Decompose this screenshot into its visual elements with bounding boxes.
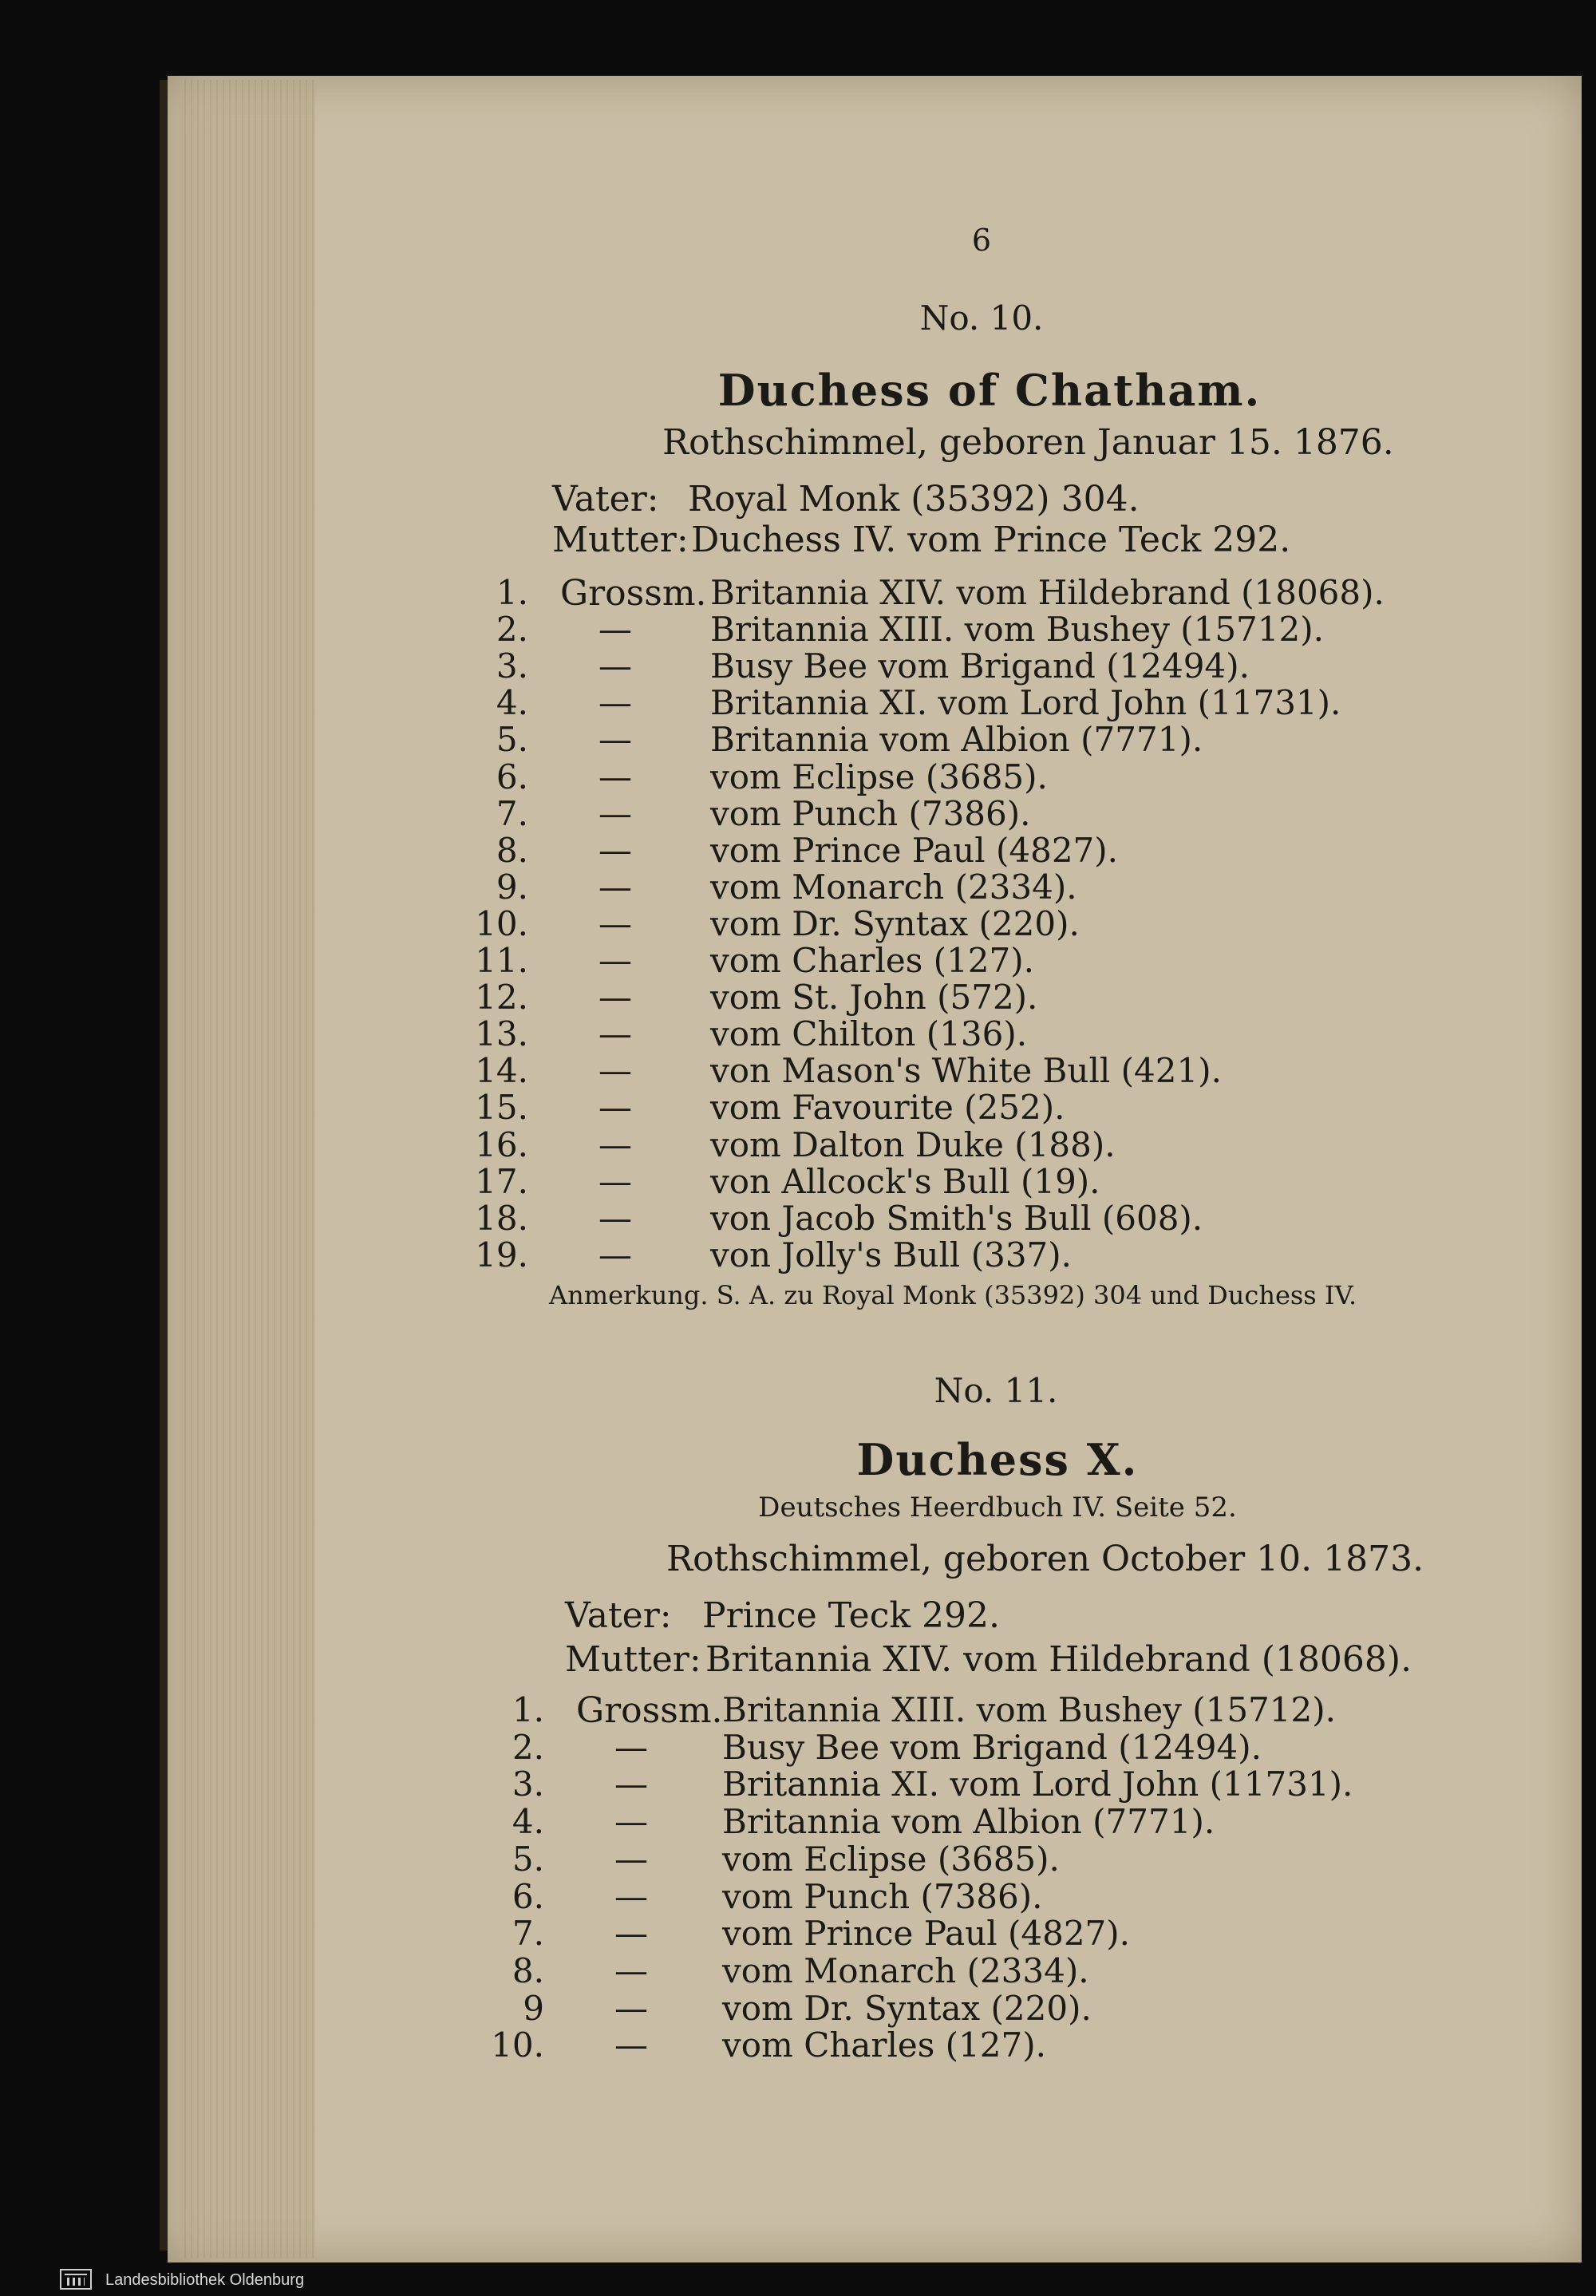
ancestor-row <box>0 1839 1596 1879</box>
ancestor-number: 16. <box>475 1124 528 1164</box>
ancestor-row <box>0 1988 1596 2029</box>
ancestor-row <box>0 1876 1596 1917</box>
ancestor-dash: — <box>598 1088 632 1128</box>
ancestor-number: 9 <box>523 1988 544 2028</box>
entry-11-breed-line: Rothschimmel, geboren October 10. 1873. <box>666 1539 1424 1579</box>
ancestor-row <box>0 1051 1596 1091</box>
entry-11-subtitle: Deutsches Heerdbuch IV. Seite 52. <box>758 1492 1237 1523</box>
ancestor-row <box>0 941 1596 981</box>
ancestor-number: 9. <box>496 867 528 907</box>
ancestor-row <box>0 1950 1596 1991</box>
entry-10-mutter-label: Mutter: <box>552 520 689 560</box>
ancestor-name: Busy Bee vom Brigand (12494). <box>722 1727 1262 1767</box>
ancestor-name: vom Charles (127). <box>722 2025 1046 2065</box>
ancestor-dash: — <box>614 1764 648 1804</box>
ancestor-dash: — <box>614 1727 648 1767</box>
page-number: 6 <box>971 223 992 258</box>
ancestor-row <box>0 1124 1596 1165</box>
entry-11-vater-label: Vater: <box>565 1595 672 1636</box>
ancestor-name: vom Favourite (252). <box>710 1088 1065 1128</box>
ancestor-number: 1. <box>496 573 528 612</box>
ancestor-name: vom Prince Paul (4827). <box>710 830 1118 870</box>
ancestor-row <box>0 573 1596 614</box>
ancestor-dash: — <box>614 1802 648 1842</box>
ancestor-dash: — <box>598 646 632 686</box>
ancestor-number: 5. <box>512 1839 544 1879</box>
ancestor-number: 14. <box>475 1051 528 1091</box>
ancestor-row <box>0 793 1596 834</box>
ancestor-row <box>0 1014 1596 1054</box>
ancestor-number: 8. <box>512 1950 544 1990</box>
entry-10-note: Anmerkung. S. A. zu Royal Monk (35392) 304 und Duchess IV. <box>549 1280 1357 1310</box>
ancestor-row <box>0 903 1596 944</box>
ancestor-name: Britannia XIII. vom Bushey (15712). <box>722 1690 1336 1729</box>
ancestor-name: vom Dr. Syntax (220). <box>722 1988 1092 2028</box>
ancestor-name: von Allcock's Bull (19). <box>710 1161 1100 1201</box>
ancestor-name: vom Charles (127). <box>710 941 1034 980</box>
ancestor-name: vom Monarch (2334). <box>710 867 1077 907</box>
ancestor-number: 4. <box>496 683 528 723</box>
entry-10-title: Duchess of Chatham. <box>717 365 1262 416</box>
ancestor-number: 6. <box>496 757 528 796</box>
ancestor-dash: — <box>614 1988 648 2028</box>
ancestor-row <box>0 1802 1596 1842</box>
ancestor-number: 11. <box>475 941 528 980</box>
ancestor-name: Britannia XIII. vom Bushey (15712). <box>710 610 1324 650</box>
ancestor-dash: — <box>598 610 632 650</box>
ancestor-name: vom St. John (572). <box>710 978 1038 1018</box>
ancestor-dash: — <box>614 1914 648 1954</box>
ancestor-number: 10. <box>475 903 528 943</box>
ancestor-name: vom Dalton Duke (188). <box>710 1124 1116 1164</box>
ancestor-number: 12. <box>475 978 528 1018</box>
ancestor-name: Britannia XIV. vom Hildebrand (18068). <box>710 573 1385 612</box>
ancestor-number: 4. <box>512 1802 544 1842</box>
ancestor-row <box>0 1690 1596 1731</box>
ancestor-row <box>0 2025 1596 2065</box>
ancestor-name: vom Eclipse (3685). <box>710 757 1048 796</box>
ancestor-row <box>0 978 1596 1018</box>
ancestor-row <box>0 610 1596 650</box>
ancestor-name: von Mason's White Bull (421). <box>710 1051 1222 1091</box>
ancestor-name: Britannia vom Albion (7771). <box>722 1802 1215 1842</box>
ancestor-number: 13. <box>475 1014 528 1054</box>
ancestor-dash: — <box>614 1876 648 1916</box>
library-footer <box>0 2262 1596 2296</box>
ancestor-number: 7. <box>512 1914 544 1954</box>
ancestor-number: 19. <box>475 1235 528 1274</box>
ancestor-number: 5. <box>496 720 528 760</box>
ancestor-name: vom Eclipse (3685). <box>722 1839 1060 1879</box>
ancestor-name: Britannia XI. vom Lord John (11731). <box>710 683 1341 723</box>
entry-10-vater: Royal Monk (35392) 304. <box>688 479 1140 520</box>
ancestor-name: vom Monarch (2334). <box>722 1950 1089 1990</box>
ancestor-number: 15. <box>475 1088 528 1128</box>
ancestor-number: 6. <box>512 1876 544 1916</box>
entry-10-breed-line: Rothschimmel, geboren Januar 15. 1876. <box>662 422 1394 463</box>
ancestor-number: 18. <box>475 1198 528 1238</box>
ancestor-row <box>0 1764 1596 1804</box>
ancestor-dash: — <box>598 1014 632 1054</box>
ancestor-name: vom Chilton (136). <box>710 1014 1028 1054</box>
entry-10-number: No. 10. <box>919 298 1044 338</box>
entry-10-vater-label: Vater: <box>552 479 659 520</box>
ancestor-number: 7. <box>496 793 528 833</box>
ancestor-dash: — <box>598 903 632 943</box>
ancestor-name: vom Dr. Syntax (220). <box>710 903 1080 943</box>
ancestor-dash: — <box>598 1124 632 1164</box>
ancestor-name: vom Prince Paul (4827). <box>722 1914 1130 1954</box>
ancestor-row <box>0 867 1596 907</box>
ancestor-number: 8. <box>496 830 528 870</box>
ancestor-name: vom Punch (7386). <box>710 793 1031 833</box>
ancestor-dash: — <box>598 1051 632 1091</box>
ancestor-number: 10. <box>491 2025 544 2065</box>
ancestor-dash: — <box>598 867 632 907</box>
ancestor-dash: — <box>598 793 632 833</box>
ancestor-dash: — <box>598 978 632 1018</box>
library-name: Landesbibliothek Oldenburg <box>105 2271 305 2289</box>
entry-11-mutter-label: Mutter: <box>565 1639 701 1680</box>
entry-10-mutter: Duchess IV. vom Prince Teck 292. <box>691 520 1291 560</box>
ancestor-row <box>0 757 1596 797</box>
ancestor-number: 3. <box>512 1764 544 1804</box>
ancestor-dash: — <box>598 830 632 870</box>
ancestor-dash: — <box>598 1161 632 1201</box>
ancestor-dash: — <box>598 757 632 796</box>
entry-11-title: Duchess X. <box>856 1434 1139 1485</box>
entry-11-number: No. 11. <box>934 1371 1058 1410</box>
ancestor-name: Busy Bee vom Brigand (12494). <box>710 646 1250 686</box>
ancestor-row <box>0 1727 1596 1768</box>
ancestor-dash: — <box>598 683 632 723</box>
ancestor-row <box>0 683 1596 723</box>
ancestor-row <box>0 646 1596 686</box>
entry-11-mutter: Britannia XIV. vom Hildebrand (18068). <box>705 1639 1412 1680</box>
ancestor-name: von Jacob Smith's Bull (608). <box>710 1198 1203 1238</box>
ancestor-number: 3. <box>496 646 528 686</box>
ancestor-row <box>0 1161 1596 1202</box>
ancestor-row <box>0 830 1596 871</box>
ancestor-dash: — <box>598 720 632 760</box>
ancestor-dash: — <box>614 1950 648 1990</box>
ancestor-name: Britannia XI. vom Lord John (11731). <box>722 1764 1353 1804</box>
ancestor-dash: — <box>598 941 632 980</box>
ancestor-name: Britannia vom Albion (7771). <box>710 720 1203 760</box>
ancestor-number: 17. <box>475 1161 528 1201</box>
ancestor-number: 1. <box>512 1690 544 1729</box>
entry-10-grossm-label: Grossm. <box>560 573 707 614</box>
ancestor-number: 2. <box>512 1727 544 1767</box>
ancestor-row <box>0 1088 1596 1128</box>
library-logo-icon <box>60 2269 92 2290</box>
ancestor-dash: — <box>614 2025 648 2065</box>
ancestor-row <box>0 1914 1596 1954</box>
ancestor-row <box>0 1235 1596 1275</box>
ancestor-name: vom Punch (7386). <box>722 1876 1043 1916</box>
ancestor-row <box>0 720 1596 760</box>
ancestor-dash: — <box>598 1198 632 1238</box>
entry-11-vater: Prince Teck 292. <box>702 1595 1000 1636</box>
ancestor-number: 2. <box>496 610 528 650</box>
ancestor-row <box>0 1198 1596 1239</box>
ancestor-dash: — <box>614 1839 648 1879</box>
entry-11-grossm-label: Grossm. <box>576 1690 723 1731</box>
ancestor-name: von Jolly's Bull (337). <box>710 1235 1072 1274</box>
ancestor-dash: — <box>598 1235 632 1274</box>
